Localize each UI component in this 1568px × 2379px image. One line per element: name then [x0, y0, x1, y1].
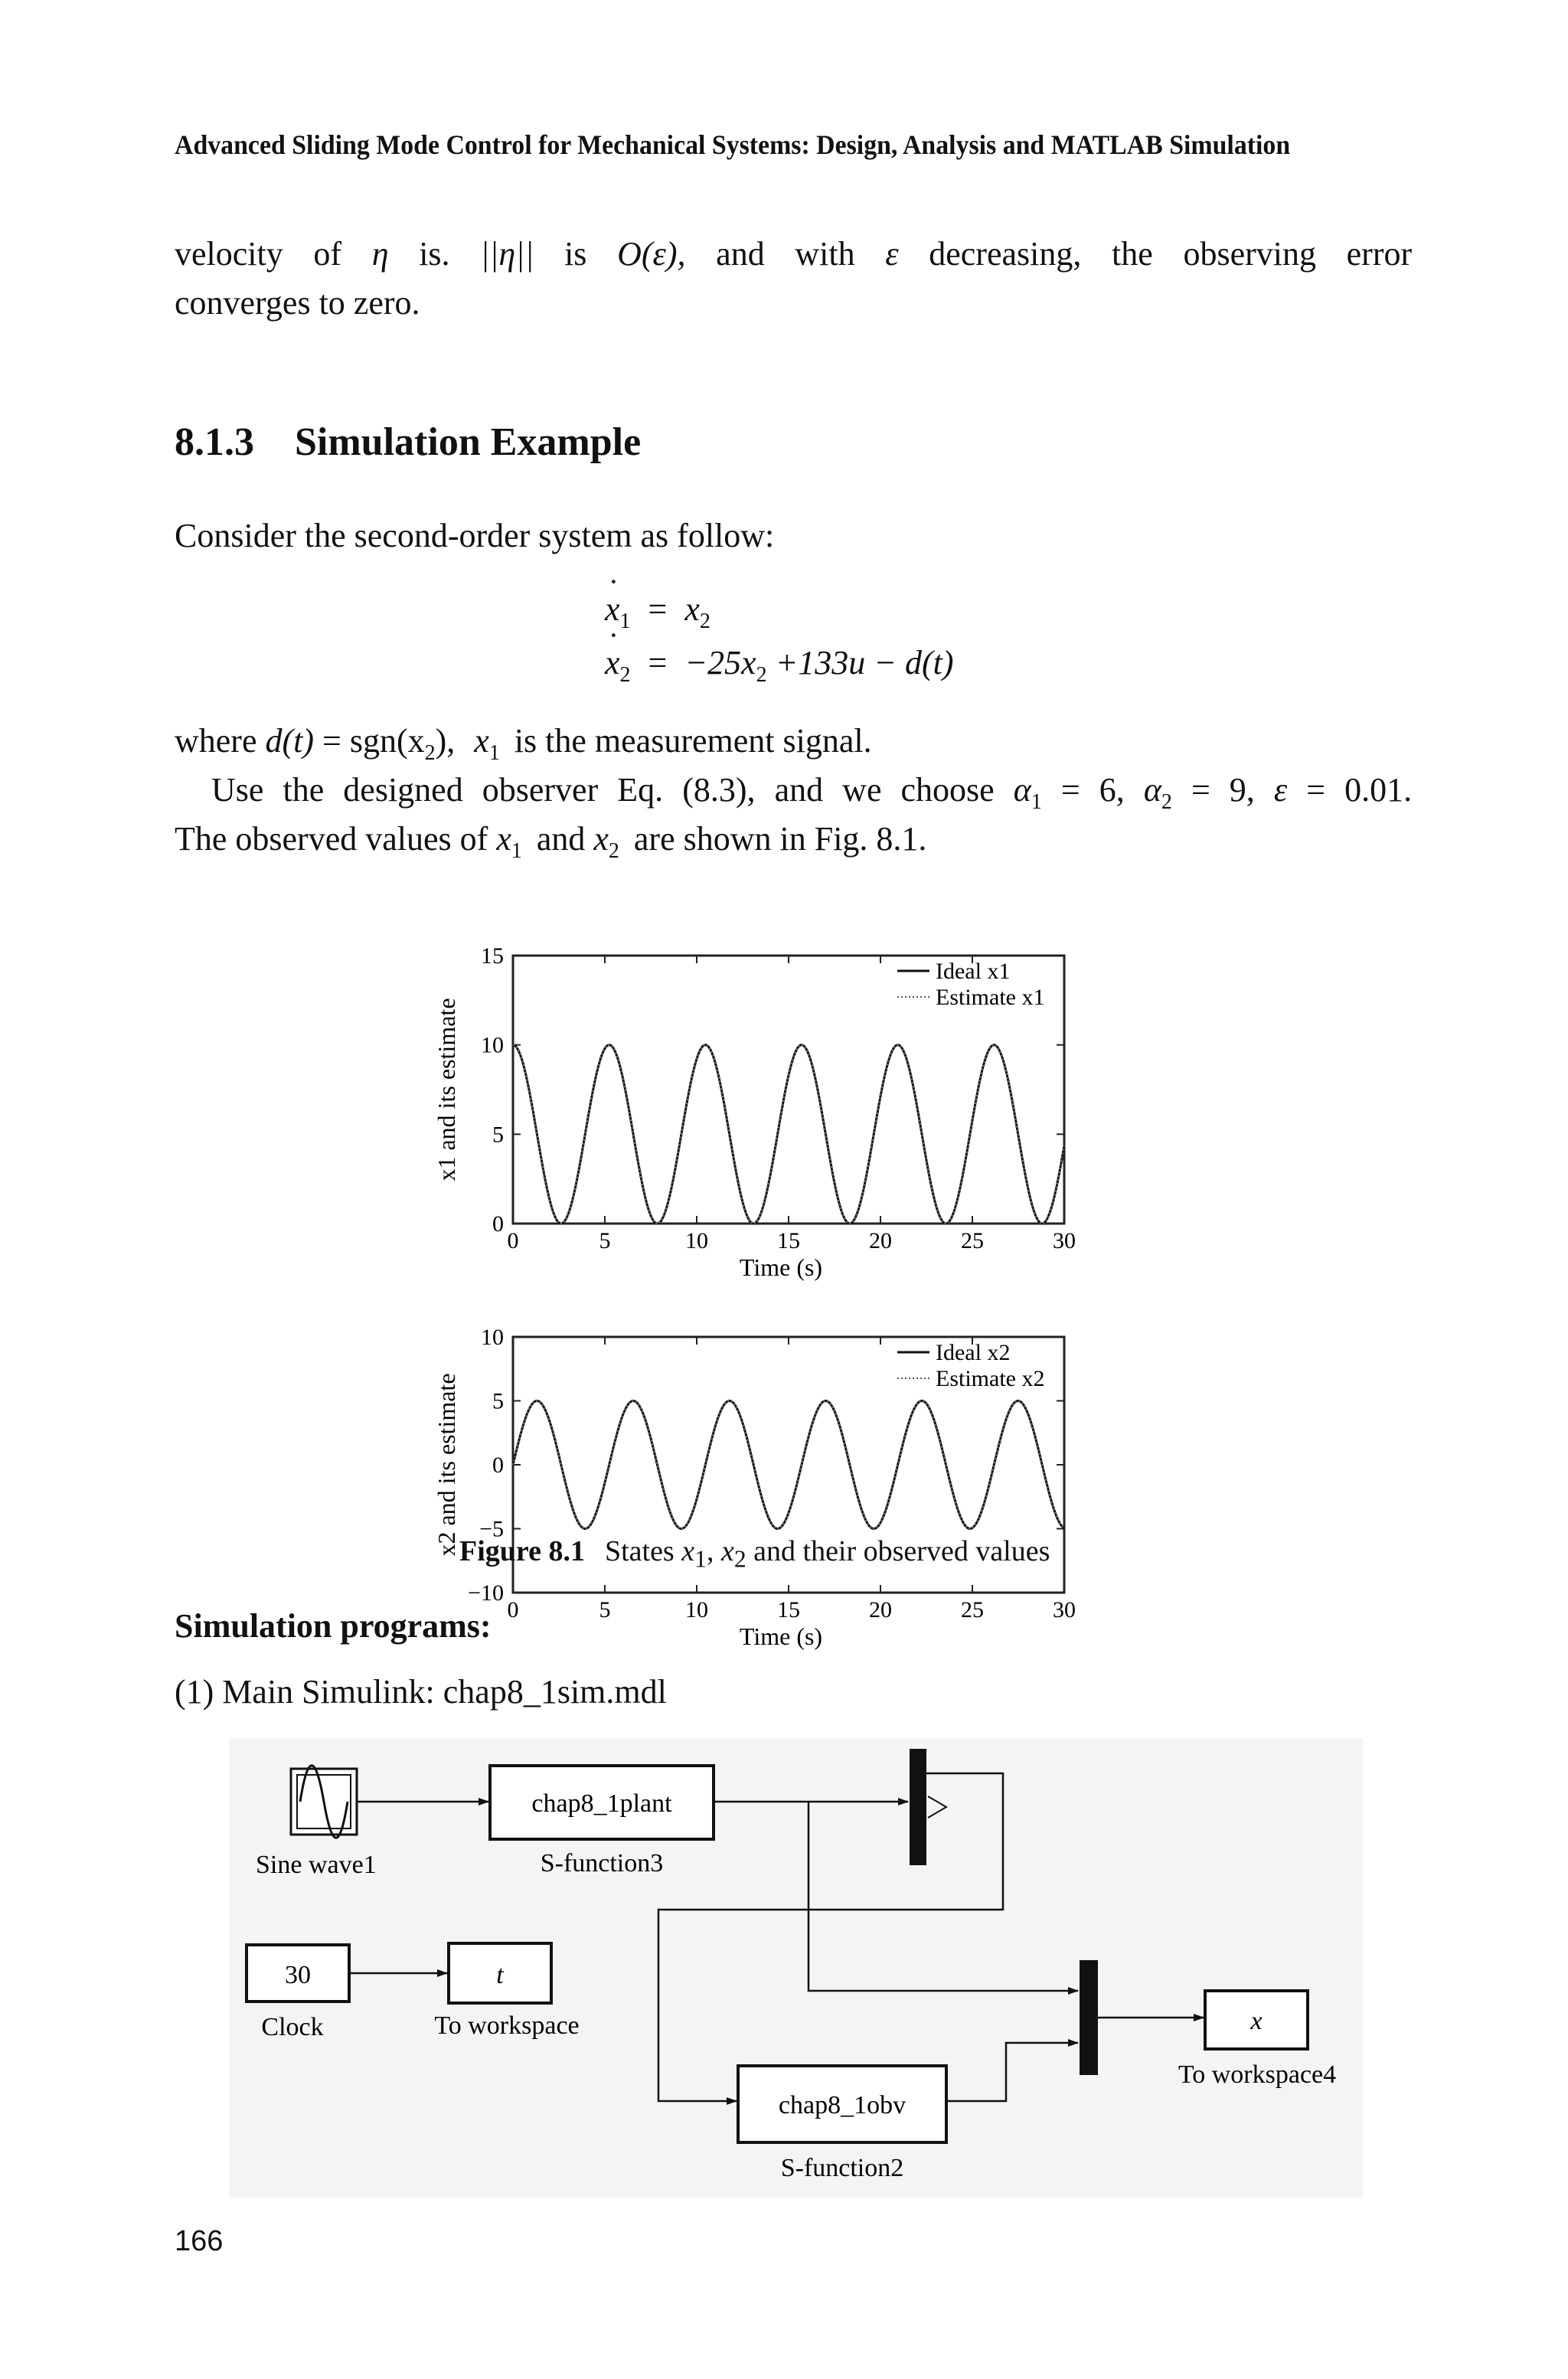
alpha2-symbol: α: [1143, 771, 1161, 809]
word: and: [716, 235, 765, 273]
x-tick-label: 15: [777, 1228, 800, 1253]
observed-tail: are shown in Fig. 8.1.: [633, 820, 927, 858]
alpha2-sub: 2: [1161, 789, 1172, 814]
y-tick-label: 10: [481, 1325, 504, 1350]
word: choose: [900, 771, 995, 809]
where-sgn: = sgn(x: [314, 722, 425, 760]
word: is.: [419, 235, 450, 273]
plant-text: chap8_1plant: [531, 1789, 672, 1818]
x-tick-label: 0: [507, 1228, 519, 1253]
caption-x1-sub: 1: [694, 1545, 707, 1573]
y-tick-label: 10: [481, 1032, 504, 1058]
mux-2[interactable]: [1080, 1960, 1098, 2075]
chart-x1: [433, 943, 1076, 1281]
where-dt: d(t): [265, 722, 315, 760]
x-tick-label: 30: [1053, 1228, 1076, 1253]
sine-wave-block[interactable]: [291, 1766, 357, 1838]
y-axis-label: x1 and its estimate: [433, 998, 460, 1181]
figure-label: Figure 8.1: [459, 1535, 585, 1567]
where-sub: 2: [424, 740, 436, 765]
eq1-lhs: ˙ x: [605, 590, 620, 628]
observed-line: [175, 815, 926, 876]
x-tick-label: 20: [869, 1597, 892, 1622]
x-tick-label: 20: [869, 1228, 892, 1253]
to-workspace-label: To workspace: [434, 2011, 580, 2040]
where-x1: x: [474, 722, 489, 760]
alpha1-symbol: α: [1013, 771, 1031, 809]
caption-text: States: [604, 1535, 682, 1567]
observed-and: and: [536, 820, 586, 858]
equation-2: [605, 643, 954, 688]
y-axis-label: x2 and its estimate: [433, 1373, 460, 1557]
word: ε: [885, 235, 899, 273]
legend-label: Ideal x1: [936, 959, 1011, 984]
y-tick-label: 0: [492, 1211, 504, 1237]
observed-text: The observed values of: [175, 820, 488, 858]
caption-comma: ,: [706, 1535, 721, 1567]
mux-1[interactable]: [910, 1749, 926, 1865]
where-x1-sub: 1: [488, 740, 500, 765]
simulink-diagram: [230, 1738, 1363, 2198]
word: O(ε),: [617, 235, 686, 273]
word: we: [842, 771, 882, 809]
observer-text: chap8_1obv: [778, 2091, 906, 2119]
y-tick-label: −5: [479, 1516, 504, 1542]
caption-x2: x: [720, 1535, 734, 1567]
observed-x2-sub: 2: [608, 838, 619, 863]
word: designed: [343, 771, 463, 809]
caption-tail: and their observed values: [746, 1535, 1050, 1567]
word: error: [1346, 235, 1413, 273]
word: η: [371, 235, 389, 273]
y-tick-label: 5: [492, 1388, 504, 1414]
word: ||η||: [480, 235, 534, 273]
word: Eq.: [617, 771, 664, 809]
to-workspace4-block[interactable]: [1205, 1991, 1308, 2049]
alpha2-value: = 9,: [1171, 771, 1255, 809]
eq1-equals: =: [648, 590, 668, 628]
eq2-lhs-sub: 2: [619, 662, 631, 687]
y-tick-label: 5: [492, 1122, 504, 1148]
observed-x1: x: [496, 820, 511, 858]
clock-label: Clock: [261, 2013, 324, 2041]
word: velocity: [175, 235, 283, 273]
alpha1-value: = 6,: [1041, 771, 1125, 809]
x-tick-label: 30: [1053, 1597, 1076, 1622]
x-tick-label: 25: [961, 1597, 984, 1622]
intro-line-1: [175, 230, 1412, 279]
figure-caption: [459, 1534, 1050, 1573]
word: is: [564, 235, 587, 273]
word: with: [795, 235, 855, 273]
eq2-term1-sub: 2: [756, 662, 767, 687]
program-item-1: (1) Main Simulink: chap8_1sim.mdl: [175, 1673, 667, 1711]
x-tick-label: 5: [599, 1228, 611, 1253]
sine-label: Sine wave1: [256, 1851, 377, 1879]
epsilon: [1274, 771, 1412, 809]
word: decreasing,: [929, 235, 1082, 273]
running-header: Advanced Sliding Mode Control for Mechanical Systems: Design, Analysis and MATLAB Simulation: [175, 129, 1291, 160]
x-axis-label: Time (s): [739, 1253, 823, 1281]
epsilon-symbol: ε: [1273, 771, 1288, 809]
section-number: 8.1.3: [175, 420, 254, 464]
observer-label: S-function2: [780, 2154, 904, 2182]
to-workspace-t-block[interactable]: [449, 1943, 551, 2003]
eq2-term1: −25x: [684, 644, 756, 681]
legend-label: Ideal x2: [936, 1340, 1011, 1365]
legend-label: Estimate x2: [936, 1366, 1045, 1391]
x-tick-label: 5: [599, 1597, 611, 1622]
word: and: [774, 771, 824, 809]
alpha1-sub: 1: [1031, 789, 1042, 814]
observer-block[interactable]: [738, 2066, 946, 2142]
page-number: 166: [175, 2225, 224, 2257]
consider-text: Consider the second-order system as follow:: [175, 517, 775, 554]
to-workspace4-text: x: [1250, 2007, 1263, 2035]
x-tick-label: 0: [507, 1597, 519, 1622]
word: observer: [482, 771, 599, 809]
plant-label: S-function3: [540, 1849, 664, 1877]
word: (8.3),: [682, 771, 756, 809]
alpha2: [1143, 771, 1255, 814]
eq1-rhs: x: [684, 590, 700, 628]
chart-x2: [433, 1325, 1076, 1650]
word: Use: [211, 771, 264, 809]
eq1-rhs-sub: 2: [699, 609, 710, 633]
section-title: Simulation Example: [295, 420, 642, 464]
to-workspace4-label: To workspace4: [1178, 2060, 1337, 2089]
eq2-term2: +133u − d(t): [766, 644, 954, 681]
plant-block[interactable]: [490, 1766, 714, 1839]
observed-x1-sub: 1: [511, 838, 522, 863]
eq2-equals: =: [648, 644, 668, 681]
observed-x2: x: [593, 820, 609, 858]
equation-1: [605, 590, 710, 634]
section-heading: [175, 420, 641, 465]
alpha1: [1013, 771, 1125, 814]
y-tick-label: 0: [492, 1453, 504, 1478]
legend-label: Estimate x1: [936, 985, 1045, 1010]
intro-line-2: converges to zero.: [175, 284, 420, 322]
y-tick-label: −10: [468, 1580, 504, 1606]
word: of: [313, 235, 342, 273]
where-word: where: [175, 722, 257, 760]
where-tail: is the measurement signal.: [514, 722, 872, 760]
word: the: [283, 771, 325, 809]
x-tick-label: 25: [961, 1228, 984, 1253]
x-tick-label: 10: [685, 1228, 708, 1253]
eq1-lhs-sub: 1: [619, 609, 631, 633]
epsilon-value: = 0.01.: [1287, 771, 1413, 809]
where-close: ),: [435, 722, 456, 760]
caption-x1: x: [681, 1535, 695, 1567]
clock-text: 30: [285, 1961, 311, 1989]
word: observing: [1183, 235, 1316, 273]
x-axis-label: Time (s): [739, 1622, 823, 1650]
clock-block[interactable]: [247, 1945, 349, 2002]
programs-heading: Simulation programs:: [175, 1607, 492, 1645]
eq2-lhs: ˙ x: [605, 644, 620, 681]
word: the: [1112, 235, 1153, 273]
caption-x2-sub: 2: [733, 1545, 746, 1573]
to-workspace-t-text: t: [496, 1961, 504, 1989]
y-tick-label: 15: [481, 943, 504, 969]
x-tick-label: 15: [777, 1597, 800, 1622]
x-tick-label: 10: [685, 1597, 708, 1622]
